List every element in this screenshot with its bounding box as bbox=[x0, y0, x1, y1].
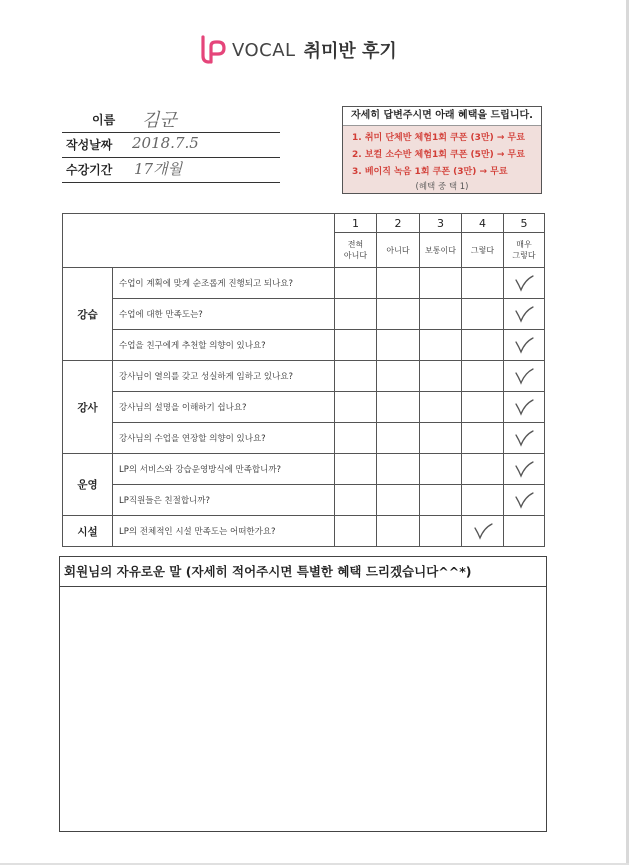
rating-cell[interactable] bbox=[377, 454, 420, 485]
rating-cell[interactable] bbox=[377, 268, 420, 299]
rating-cell[interactable] bbox=[335, 454, 377, 485]
logo-text: VOCAL bbox=[232, 39, 296, 61]
benefit-item: 3. 베이직 녹음 1회 쿠폰 (3만) → 무료 bbox=[352, 167, 508, 177]
scale-label: 그렇다 bbox=[462, 233, 504, 268]
category-label: 시설 bbox=[63, 516, 113, 547]
rating-cell[interactable] bbox=[420, 454, 462, 485]
benefit-item: 2. 보컬 소수반 체험1회 쿠폰 (5만) → 무료 bbox=[352, 150, 525, 160]
category-label: 운영 bbox=[63, 454, 113, 516]
checkmark-icon bbox=[514, 274, 534, 292]
rating-cell[interactable] bbox=[420, 299, 462, 330]
benefit-item: 1. 취미 단체반 체험1회 쿠폰 (3만) → 무료 bbox=[352, 133, 525, 143]
form-header bbox=[196, 34, 397, 66]
scale-number: 4 bbox=[462, 214, 504, 233]
period-label: 수강기간 bbox=[66, 163, 113, 177]
rating-cell[interactable] bbox=[377, 330, 420, 361]
checkmark-icon bbox=[514, 367, 534, 385]
rating-cell[interactable] bbox=[335, 485, 377, 516]
scale-label: 아니다 bbox=[377, 233, 420, 268]
question-text: LP직원들은 친절합니까? bbox=[113, 485, 335, 516]
rating-cell[interactable] bbox=[462, 299, 504, 330]
lp-logo-icon bbox=[196, 34, 230, 66]
scale-label: 보통이다 bbox=[420, 233, 462, 268]
rating-cell[interactable] bbox=[377, 423, 420, 454]
question-text: 강사님의 설명을 이해하기 쉽나요? bbox=[113, 392, 335, 423]
benefit-note: (혜택 중 택 1) bbox=[415, 182, 469, 192]
table-row bbox=[63, 361, 545, 392]
period-field bbox=[62, 158, 280, 183]
rating-cell[interactable] bbox=[335, 361, 377, 392]
question-text: 강사님이 열의를 갖고 성실하게 임하고 있나요? bbox=[113, 361, 335, 392]
rating-cell[interactable] bbox=[504, 392, 545, 423]
question-text: LP의 서비스와 강습운영방식에 만족합니까? bbox=[113, 454, 335, 485]
question-text: 강사님의 수업을 연장할 의향이 있나요? bbox=[113, 423, 335, 454]
rating-cell[interactable] bbox=[462, 454, 504, 485]
rating-cell[interactable] bbox=[335, 516, 377, 547]
rating-cell[interactable] bbox=[377, 299, 420, 330]
checkmark-icon bbox=[473, 522, 493, 540]
table-row bbox=[63, 485, 545, 516]
rating-cell[interactable] bbox=[335, 299, 377, 330]
scale-label: 전혀 아니다 bbox=[335, 233, 377, 268]
rating-cell[interactable] bbox=[462, 485, 504, 516]
scale-number: 5 bbox=[504, 214, 545, 233]
checkmark-icon bbox=[514, 460, 534, 478]
checkmark-icon bbox=[514, 398, 534, 416]
rating-cell[interactable] bbox=[420, 392, 462, 423]
name-field bbox=[62, 108, 280, 133]
date-label: 작성날짜 bbox=[66, 138, 113, 152]
question-text: 수업에 대한 만족도는? bbox=[113, 299, 335, 330]
rating-cell[interactable] bbox=[462, 268, 504, 299]
scale-label: 매우 그렇다 bbox=[504, 233, 545, 268]
table-row bbox=[63, 268, 545, 299]
table-row bbox=[63, 299, 545, 330]
question-text: 수업을 친구에게 추천할 의향이 있나요? bbox=[113, 330, 335, 361]
benefit-heading: 자세히 답변주시면 아래 혜택을 드립니다. bbox=[343, 107, 541, 126]
question-text: LP의 전체적인 시설 만족도는 어떠한가요? bbox=[113, 516, 335, 547]
checkmark-icon bbox=[514, 305, 534, 323]
rating-cell[interactable] bbox=[504, 268, 545, 299]
scale-number-row bbox=[63, 214, 545, 233]
rating-cell[interactable] bbox=[462, 423, 504, 454]
name-label: 이름 bbox=[92, 113, 116, 127]
rating-cell[interactable] bbox=[420, 485, 462, 516]
scale-number: 2 bbox=[377, 214, 420, 233]
comment-heading: 회원님의 자유로운 말 (자세히 적어주시면 특별한 혜택 드리겠습니다^^*) bbox=[60, 557, 546, 587]
benefit-box bbox=[342, 106, 542, 194]
rating-cell[interactable] bbox=[504, 330, 545, 361]
scale-number: 1 bbox=[335, 214, 377, 233]
table-row bbox=[63, 392, 545, 423]
rating-cell[interactable] bbox=[504, 361, 545, 392]
rating-cell[interactable] bbox=[377, 516, 420, 547]
comment-body[interactable] bbox=[60, 587, 546, 827]
period-value: 17개월 bbox=[134, 160, 183, 178]
date-field bbox=[62, 133, 280, 158]
rating-cell[interactable] bbox=[377, 361, 420, 392]
category-label: 강사 bbox=[63, 361, 113, 454]
rating-cell[interactable] bbox=[504, 485, 545, 516]
question-text: 수업이 계획에 맞게 순조롭게 진행되고 되나요? bbox=[113, 268, 335, 299]
name-value: 김군 bbox=[142, 110, 177, 131]
rating-cell[interactable] bbox=[420, 361, 462, 392]
table-row bbox=[63, 330, 545, 361]
rating-cell[interactable] bbox=[420, 516, 462, 547]
rating-cell[interactable] bbox=[335, 330, 377, 361]
rating-cell[interactable] bbox=[335, 423, 377, 454]
rating-cell[interactable] bbox=[504, 299, 545, 330]
checkmark-icon bbox=[514, 491, 534, 509]
rating-cell[interactable] bbox=[335, 268, 377, 299]
survey-table bbox=[62, 213, 545, 547]
rating-cell[interactable] bbox=[462, 516, 504, 547]
rating-cell[interactable] bbox=[377, 485, 420, 516]
form-title: 취미반 후기 bbox=[303, 41, 397, 62]
rating-cell[interactable] bbox=[504, 454, 545, 485]
table-row bbox=[63, 423, 545, 454]
rating-cell[interactable] bbox=[420, 423, 462, 454]
rating-cell[interactable] bbox=[377, 392, 420, 423]
rating-cell[interactable] bbox=[504, 516, 545, 547]
rating-cell[interactable] bbox=[335, 392, 377, 423]
scale-number: 3 bbox=[420, 214, 462, 233]
table-row bbox=[63, 454, 545, 485]
category-label: 강습 bbox=[63, 268, 113, 361]
rating-cell[interactable] bbox=[420, 268, 462, 299]
rating-cell[interactable] bbox=[462, 392, 504, 423]
date-value: 2018.7.5 bbox=[132, 134, 199, 152]
rating-cell[interactable] bbox=[462, 330, 504, 361]
rating-cell[interactable] bbox=[504, 423, 545, 454]
table-corner bbox=[63, 214, 335, 268]
rating-cell[interactable] bbox=[462, 361, 504, 392]
checkmark-icon bbox=[514, 429, 534, 447]
table-row bbox=[63, 516, 545, 547]
rating-cell[interactable] bbox=[420, 330, 462, 361]
free-comment-box bbox=[59, 556, 547, 832]
checkmark-icon bbox=[514, 336, 534, 354]
